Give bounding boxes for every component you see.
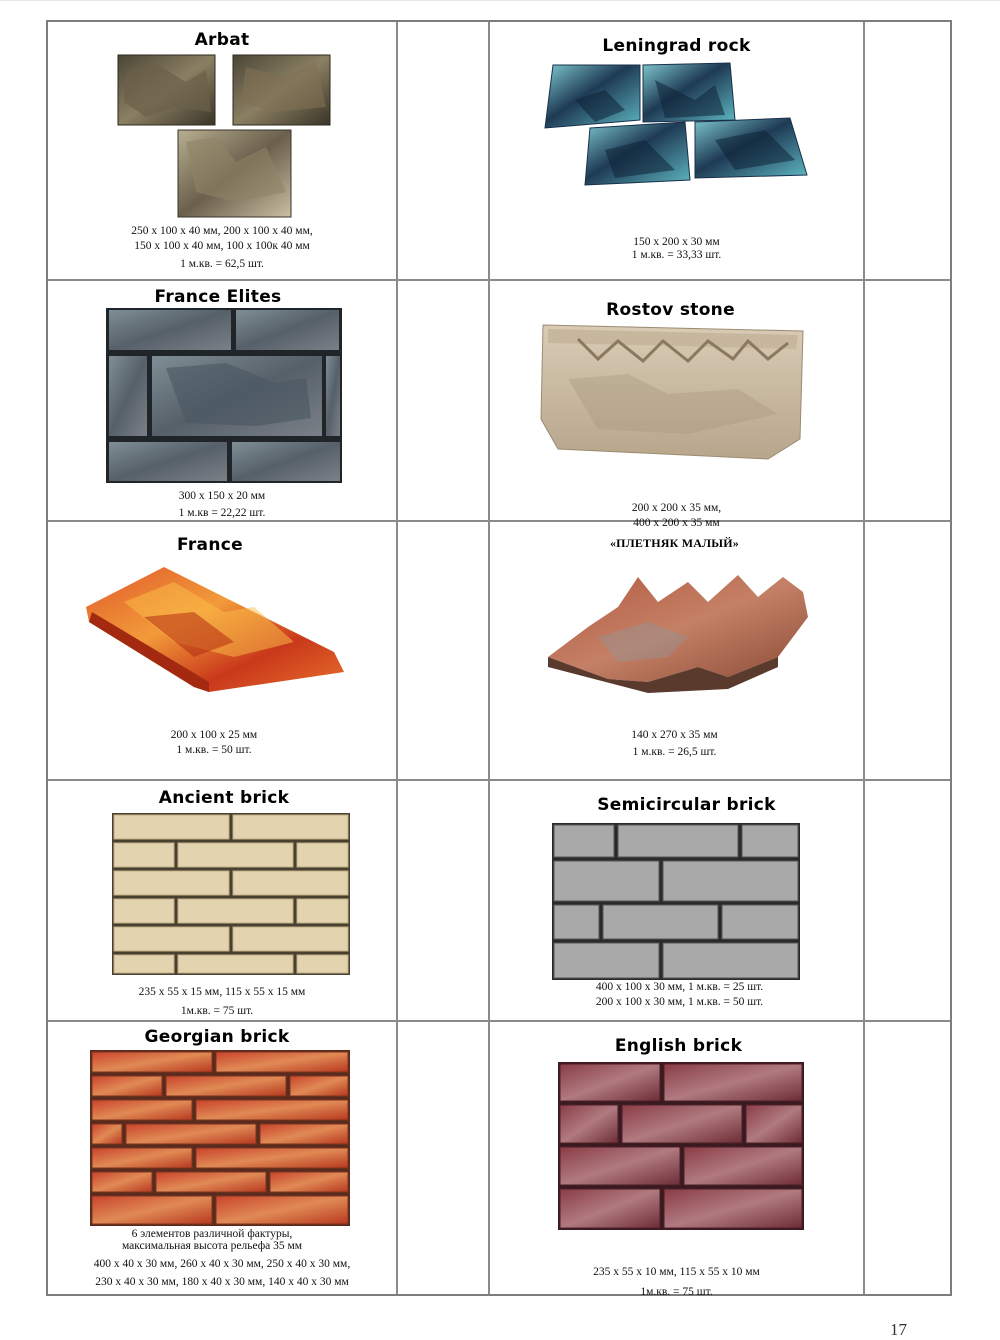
product-cell-rostov-stone xyxy=(490,281,863,529)
product-cell-france xyxy=(48,522,396,779)
product-title: «ПЛЕТНЯК МАЛЫЙ» xyxy=(609,536,740,550)
product-title: Rostov stone xyxy=(606,300,735,320)
product-cell-france-elites xyxy=(48,281,396,520)
product-cell-semicircular-brick xyxy=(490,781,863,1020)
product-specs xyxy=(48,1228,396,1288)
product-title: Semicircular brick xyxy=(597,795,776,815)
spec-line: 230 x 40 x 30 мм, 180 x 40 x 30 мм, 140 x 40 x 30 мм xyxy=(95,1276,349,1288)
product-cell-english-brick xyxy=(490,1022,863,1298)
english-brick-image xyxy=(558,1062,804,1230)
product-specs xyxy=(490,235,863,263)
spec-line: 235 x 55 x 10 мм, 115 x 55 x 10 мм xyxy=(593,1266,760,1278)
spec-line: 400 x 200 x 35 мм xyxy=(633,517,720,529)
product-cell-pletnyak xyxy=(490,522,863,779)
product-title: Leningrad rock xyxy=(602,36,751,56)
rostov-stone-image xyxy=(538,319,808,464)
product-table xyxy=(46,20,952,1296)
france-tile-image xyxy=(84,562,346,697)
product-title: Arbat xyxy=(194,30,250,50)
spec-line: 1 м.кв. = 26,5 шт. xyxy=(632,746,717,758)
page-top-rule xyxy=(0,0,1000,1)
spec-line: 250 x 100 x 40 мм, 200 x 100 x 40 мм, xyxy=(131,225,313,237)
spec-line: 400 x 100 x 30 мм, 1 м.кв. = 25 шт. xyxy=(595,981,764,993)
spec-line: 1м.кв. = 75 шт. xyxy=(640,1286,713,1298)
spec-line: 400 x 40 x 30 мм, 260 x 40 x 30 мм, 250 x 40 x 30 мм, xyxy=(93,1258,351,1270)
column-divider xyxy=(863,22,865,1294)
spec-line: 6 элементов различной фактуры, xyxy=(131,1228,293,1240)
france-elites-image xyxy=(106,308,342,483)
spec-line: 1 м.кв. = 50 шт. xyxy=(176,744,252,756)
spec-line: 1 м.кв. = 62,5 шт. xyxy=(180,258,264,270)
spec-line: 150 x 200 x 30 мм xyxy=(633,236,720,248)
product-specs xyxy=(48,224,396,272)
product-cell-leningrad-rock xyxy=(490,22,863,279)
product-title: Georgian brick xyxy=(144,1027,290,1047)
spec-line: 200 x 100 x 30 мм, 1 м.кв. = 50 шт. xyxy=(595,996,764,1008)
product-cell-georgian-brick xyxy=(48,1022,396,1294)
product-title: France Elites xyxy=(154,287,282,307)
spec-line: 200 x 200 x 35 мм, xyxy=(631,502,722,514)
spec-line: 300 x 150 x 20 мм xyxy=(178,490,266,502)
product-specs xyxy=(48,489,396,521)
georgian-brick-image xyxy=(90,1050,350,1226)
product-specs xyxy=(48,985,396,1019)
product-specs xyxy=(490,1262,863,1302)
page-number: 17 xyxy=(890,1320,907,1339)
product-specs xyxy=(496,980,863,1010)
spec-line: 235 x 55 x 15 мм, 115 x 55 x 15 мм xyxy=(138,986,306,998)
spec-line: 1 м.кв = 22,22 шт. xyxy=(178,507,266,519)
ancient-brick-image xyxy=(112,813,350,975)
spec-line: 200 x 100 x 25 мм xyxy=(170,729,258,741)
product-title: France xyxy=(177,535,243,555)
semicircular-brick-image xyxy=(552,823,800,980)
product-specs xyxy=(32,728,396,758)
product-title: English brick xyxy=(614,1036,743,1056)
spec-line: 1м.кв. = 75 шт. xyxy=(180,1005,254,1017)
arbat-stone-image xyxy=(116,52,336,222)
spec-line: 150 x 100 x 40 мм, 100 x 100к 40 мм xyxy=(134,240,310,252)
column-divider xyxy=(396,22,398,1294)
product-cell-arbat xyxy=(48,22,396,279)
spec-line: 1 м.кв. = 33,33 шт. xyxy=(631,249,722,261)
pletnyak-stone-image xyxy=(548,567,810,695)
spec-line: 140 x 270 x 35 мм xyxy=(631,729,718,741)
product-cell-ancient-brick xyxy=(48,781,396,1020)
spec-line: максимальная высота рельефа 35 мм xyxy=(121,1240,303,1252)
product-specs xyxy=(486,728,863,760)
leningrad-rock-image xyxy=(545,60,810,220)
product-title: Ancient brick xyxy=(158,788,290,808)
